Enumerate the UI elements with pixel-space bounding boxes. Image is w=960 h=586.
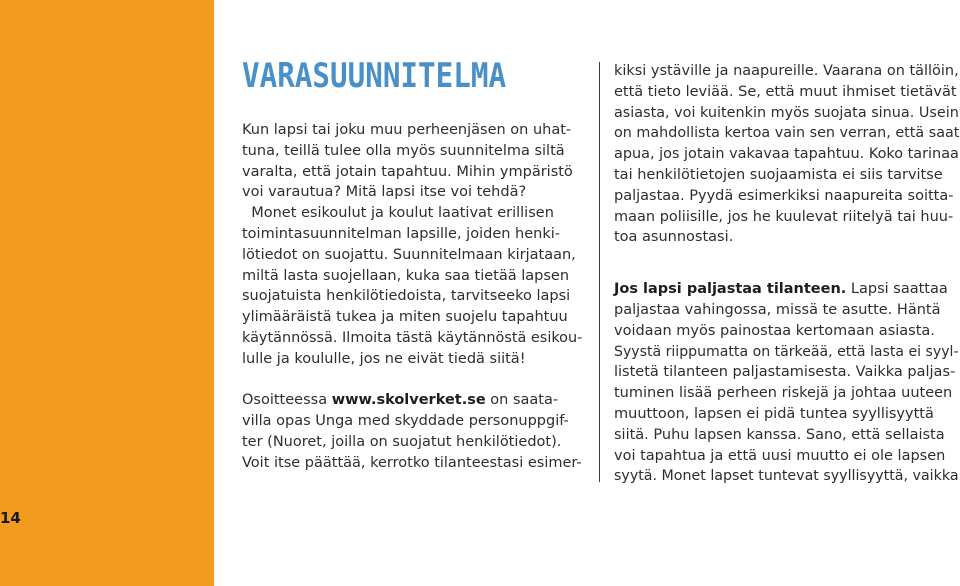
- text-line: Kun lapsi tai joku muu perheenjäsen on uhat-: [242, 122, 572, 138]
- text-line: lötiedot on suojattu. Suunnitelmaan kirjataan,: [242, 246, 576, 263]
- text-line: muuttoon, lapsen ei pidä tuntea syyllisyyttä: [614, 405, 934, 422]
- text-line: Syystä riippumatta on tärkeää, että lasta ei syyl-: [614, 343, 959, 360]
- text-line: varalta, että jotain tapahtuu. Mihin ympäristö: [242, 163, 573, 180]
- page-number: 14: [0, 509, 21, 527]
- text-line: villa opas Unga med skyddade personuppgif-: [242, 413, 569, 430]
- right-paragraph-2: [614, 279, 959, 487]
- left-text-column: [242, 120, 582, 474]
- text-line: tai henkilötietojen suojaamista ei siis tarvitse: [614, 166, 943, 183]
- right-paragraph-1: [614, 61, 959, 248]
- text-line: toa asunnostasi.: [614, 229, 734, 246]
- text-line: paljastaa vahingossa, missä te asutte. Häntä: [614, 301, 941, 318]
- text-line: tuminen lisää perheen riskejä ja johtaa uuteen: [614, 385, 953, 402]
- text-line: voi varautua? Mitä lapsi itse voi tehdä?: [242, 184, 527, 201]
- text-line: käytännössä. Ilmoita tästä käytännöstä esikou-: [242, 329, 583, 346]
- section-heading: Jos lapsi paljastaa tilanteen.: [614, 281, 847, 298]
- text-line: apua, jos jotain vakavaa tapahtuu. Koko tarinaa: [614, 146, 959, 163]
- text-fragment: on saata-: [485, 392, 559, 409]
- text-line: tuna, teillä tulee olla myös suunnitelma siltä: [242, 142, 565, 159]
- text-line: miltä lasta suojellaan, kuka saa tietää lapsen: [242, 267, 570, 284]
- text-fragment: Osoitteessa: [242, 392, 332, 409]
- text-line: listetä tilanteen paljastamisesta. Vaikka paljas-: [614, 364, 956, 381]
- text-line: suojatuista henkilötiedoista, tarvitseeko lapsi: [242, 288, 571, 305]
- text-line: ylimääräistä tukea ja miten suojelu tapahtuu: [242, 309, 568, 326]
- text-line: on mahdollista kertoa vain sen verran, että saat: [614, 125, 960, 142]
- text-line: että tieto leviää. Se, että muut ihmiset tietävät: [614, 83, 957, 100]
- left-paragraph-2: [242, 390, 582, 473]
- text-line: ter (Nuoret, joilla on suojatut henkilötiedot).: [242, 433, 562, 450]
- text-line: voidaan myös painostaa kertomaan asiasta.: [614, 322, 935, 339]
- text-line: kiksi ystäville ja naapureille. Vaarana on tällöin,: [614, 63, 959, 79]
- page-title: VARASUUNNITELMA: [242, 56, 507, 96]
- column-divider: [599, 62, 600, 482]
- text-line: [614, 279, 959, 300]
- text-line: maan poliisille, jos he kuulevat riitelyä tai huu-: [614, 208, 954, 225]
- skolverket-link[interactable]: www.skolverket.se: [331, 392, 486, 409]
- text-fragment: Lapsi saattaa: [846, 281, 948, 298]
- right-text-column: [614, 61, 959, 487]
- text-line: Monet esikoulut ja koulut laativat erillisen: [242, 205, 554, 222]
- text-line: lulle ja koululle, jos ne eivät tiedä siitä!: [242, 350, 526, 367]
- text-line: syytä. Monet lapset tuntevat syyllisyyttä, vaikka: [614, 468, 959, 485]
- paragraph-gap: [614, 248, 959, 279]
- text-line: [242, 390, 582, 411]
- text-line: paljastaa. Pyydä esimerkiksi naapureita soitta-: [614, 187, 954, 204]
- left-paragraph-1: [242, 120, 582, 370]
- paragraph-gap: [242, 370, 582, 391]
- text-line: Voit itse päättää, kerrotko tilanteestasi esimer-: [242, 454, 582, 471]
- text-line: voi tapahtua ja että uusi muutto ei ole lapsen: [614, 447, 946, 464]
- text-line: toimintasuunnitelman lapsille, joiden henki-: [242, 225, 560, 242]
- text-line: siitä. Puhu lapsen kanssa. Sano, että sellaista: [614, 426, 945, 443]
- text-line: asiasta, voi kuitenkin myös suojata sinua. Usein: [614, 104, 959, 121]
- orange-side-bar: [0, 0, 214, 586]
